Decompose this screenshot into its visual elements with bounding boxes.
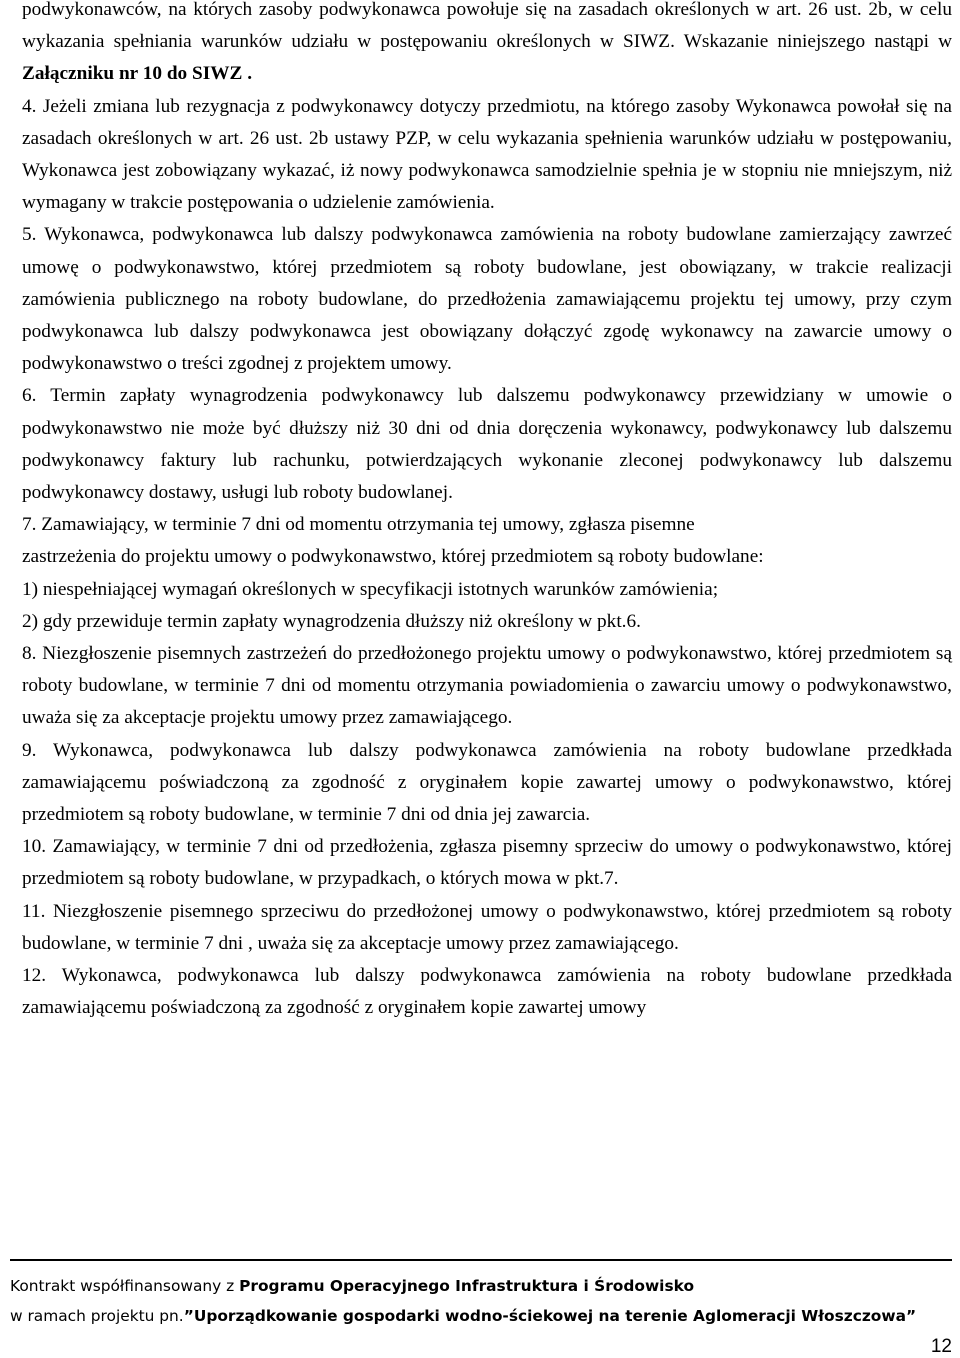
paragraph-7-item-2: 2) gdy przewiduje termin zapłaty wynagrodzenia dłuższy niż określony w pkt.6. (22, 610, 641, 632)
page-footer (10, 1259, 952, 1325)
document-body (22, 0, 952, 1025)
footer-line-2 (10, 1307, 916, 1325)
footer-line-2-prefix: w ramach projektu pn. (10, 1307, 184, 1325)
paragraph-intro (22, 0, 952, 91)
paragraph-11: 11. Niezgłoszenie pisemnego sprzeciwu do przedłożonej umowy o podwykonawstwo, której przedmiotem są roboty budowlane, w terminie 7 dni , uważa się za akceptacje umowy przez zamawiającego. (22, 900, 952, 954)
paragraph-6: 6. Termin zapłaty wynagrodzenia podwykonawcy lub dalszemu podwykonawcy przewidziany w umowie o podwykonawstwo nie może być dłuższy niż 30 dni od dnia doręczenia wykonawcy, podwykonawcy lub dalszemu podwykonawcy faktury lub rachunku, potwierdzających wykonanie zleconej podwykonawcy lub dalszemu podwykonawcy dostawy, usługi lub roboty budowlanej. (22, 385, 952, 504)
footer-program-name: Programu Operacyjnego Infrastruktura i Środowisko (239, 1277, 695, 1295)
page-number: 12 (930, 1336, 952, 1357)
paragraph-9: 9. Wykonawca, podwykonawca lub dalszy podwykonawca zamówienia na roboty budowlane przedkłada zamawiającemu poświadczoną za zgodność z oryginałem kopie zawartej umowy o podwykonawstwo, której przedmiotem są roboty budowlane, w terminie 7 dni od dnia jej zawarcia. (22, 739, 952, 826)
footer-line-1 (10, 1277, 694, 1295)
paragraph-4: 4. Jeżeli zmiana lub rezygnacja z podwykonawcy dotyczy przedmiotu, na którego zasoby Wykonawca powołał się na zasadach określonych w art. 26 ust. 2b ustawy PZP, w celu wykazania spełnienia warunków udziału w postępowaniu, Wykonawca jest zobowiązany wykazać, iż nowy podwykonawca samodzielnie spełnia je w stopniu nie mniejszym, niż wymagany w trakcie postępowania o udzielenie zamówienia. (22, 95, 952, 214)
footer-line-1-prefix: Kontrakt współfinansowany z (10, 1277, 240, 1295)
paragraph-12: 12. Wykonawca, podwykonawca lub dalszy podwykonawca zamówienia na roboty budowlane przedkłada zamawiającemu poświadczoną za zgodność z oryginałem kopie zawartej umowy (22, 965, 952, 1019)
paragraph-7-line-2: zastrzeżenia do projektu umowy o podwykonawstwo, której przedmiotem są roboty budowlane: (22, 546, 764, 568)
paragraph-7-item-1: 1) niespełniającej wymagań określonych w specyfikacji istotnych warunków zamówienia; (22, 578, 719, 600)
paragraph-7-line-1: 7. Zamawiający, w terminie 7 dni od momentu otrzymania tej umowy, zgłasza pisemne (22, 514, 695, 536)
paragraph-10: 10. Zamawiający, w terminie 7 dni od przedłożenia, zgłasza pisemny sprzeciw do umowy o podwykonawstwo, której przedmiotem są roboty budowlane, w przypadkach, o których mowa w pkt.7. (22, 836, 952, 890)
attachment-reference: Załączniku nr 10 do SIWZ . (22, 63, 253, 85)
paragraph-8: 8. Niezgłoszenie pisemnych zastrzeżeń do przedłożonego projektu umowy o podwykonawstwo, której przedmiotem są roboty budowlane, w terminie 7 dni od momentu otrzymania powiadomienia o zawarciu umowy o podwykonawstwo, uważa się za akceptacje projektu umowy przez zamawiającego. (22, 643, 952, 729)
footer-project-name: ”Uporządkowanie gospodarki wodno-ściekowej na terenie Aglomeracji Włoszczowa” (183, 1307, 917, 1325)
paragraph-intro-text: podwykonawców, na których zasoby podwykonawca powołuje się na zasadach określonych w art. 26 ust. 2b, w celu wykazania spełniania warunków udziału w postępowaniu określonych w SIWZ. Wskazanie niniejszego nastąpi w (22, 0, 952, 53)
paragraph-5: 5. Wykonawca, podwykonawca lub dalszy podwykonawca zamówienia na roboty budowlane zamierzający zawrzeć umowę o podwykonawstwo, której przedmiotem są roboty budowlane, jest obowiązany, w trakcie realizacji zamówienia publicznego na roboty budowlane, do przedłożenia zamawiającemu projektu tej umowy, przy czym podwykonawca lub dalszy podwykonawca jest obowiązany dołączyć zgodę wykonawcy na zawarcie umowy o podwykonawstwo o treści zgodnej z projektem umowy. (22, 224, 952, 375)
